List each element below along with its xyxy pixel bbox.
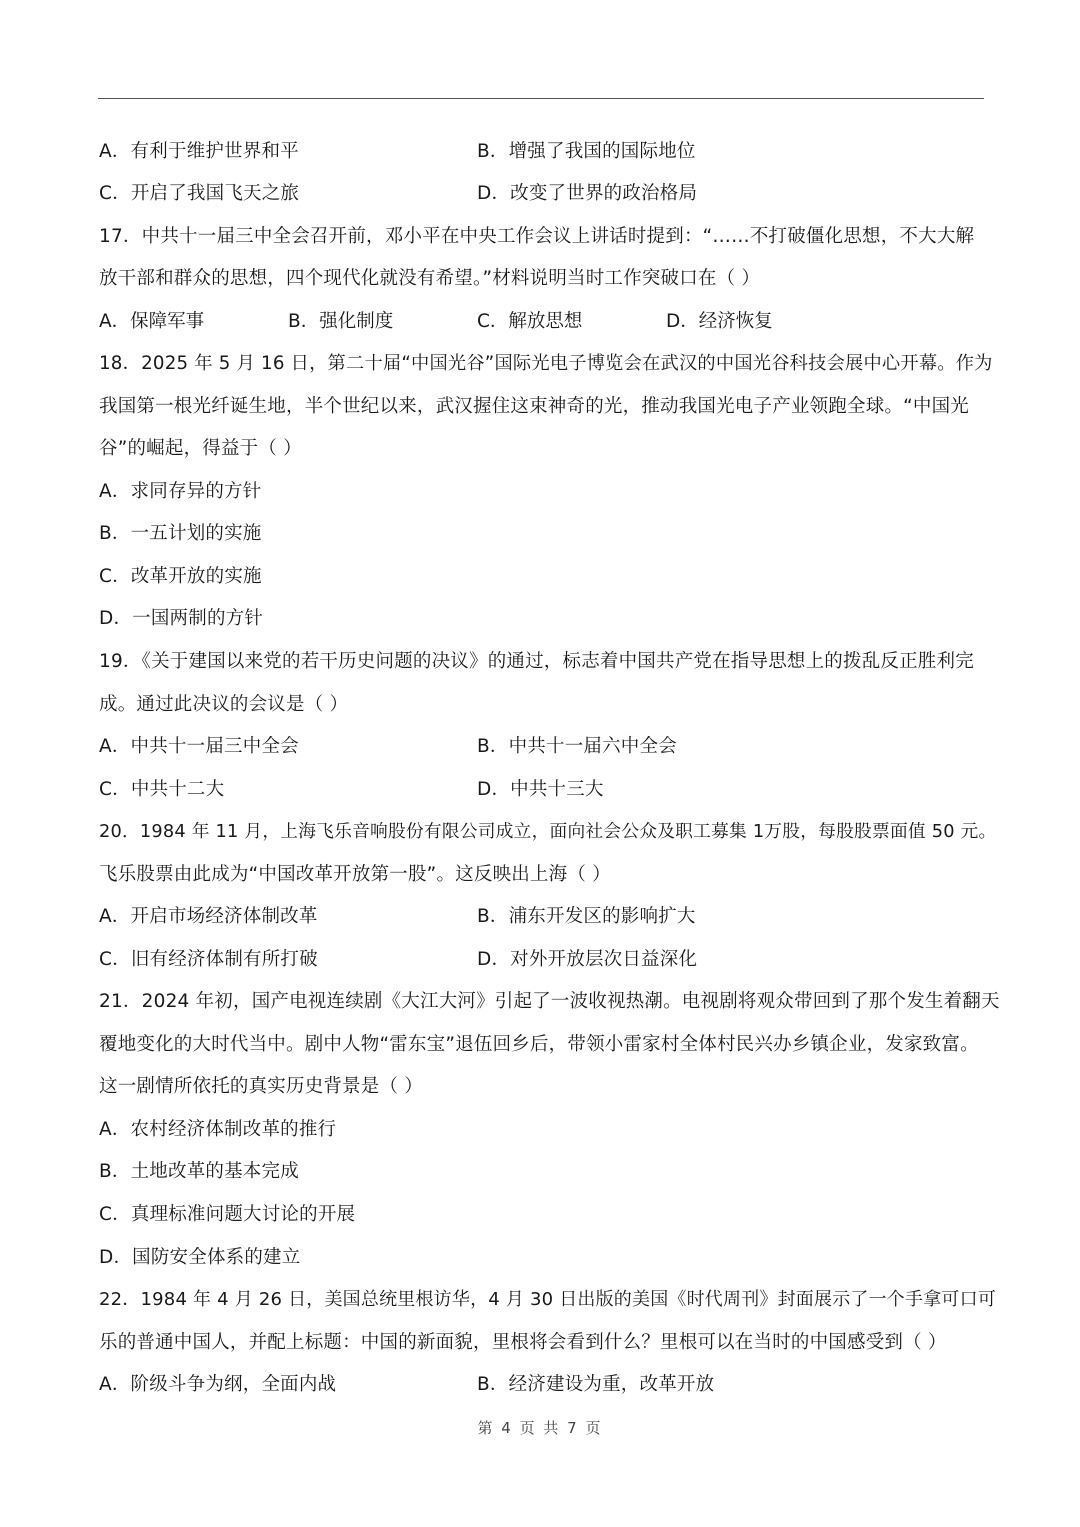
q21-option-b: B．土地改革的基本完成 (99, 1161, 299, 1182)
q16-option-a: A．有利于维护世界和平 (99, 141, 299, 162)
q16-option-d: D．改变了世界的政治格局 (477, 183, 698, 204)
q19-stem-line1: 19．《关于建国以来党的若干历史问题的决议》的通过，标志着中国共产党在指导思想上的拨乱反正胜利完 (99, 651, 974, 672)
q19-option-b: B．中共十一届六中全会 (477, 736, 677, 757)
q22-stem-line1: 22．1984 年 4 月 26 日，美国总统里根访华，4 月 30 日出版的美国《时代周刊》封面展示了一个手拿可口可 (99, 1289, 996, 1310)
q20-option-a: A．开启市场经济体制改革 (99, 906, 318, 927)
q20-option-d: D．对外开放层次日益深化 (477, 949, 698, 970)
q21-option-d: D．国防安全体系的建立 (99, 1247, 301, 1268)
page-number: 第 4 页 共 7 页 (477, 1419, 603, 1437)
q18-option-c: C．改革开放的实施 (99, 566, 262, 587)
q19-stem-line2: 成。通过此决议的会议是（ ） (99, 694, 349, 715)
q21-option-a: A．农村经济体制改革的推行 (99, 1119, 337, 1140)
q22-stem-line2: 乐的普通中国人，并配上标题：中国的新面貌，里根将会看到什么？里根可以在当时的中国感受到（ ） (99, 1332, 947, 1353)
header-divider (98, 98, 984, 99)
q17-stem-line1: 17．中共十一届三中全会召开前，邓小平在中央工作会议上讲话时提到：“……不打破僵化思想，不大大解 (99, 226, 975, 247)
q17-stem-line2: 放干部和群众的思想，四个现代化就没有希望。”材料说明当时工作突破口在（ ） (99, 268, 761, 289)
q20-stem-line1: 20．1984 年 11 月，上海飞乐音响股份有限公司成立，面向社会公众及职工募集 1万股，每股股票面值 50 元。 (99, 822, 997, 842)
q22-option-a: A．阶级斗争为纲，全面内战 (99, 1374, 337, 1395)
q21-stem-line3: 这一剧情所依托的真实历史背景是（ ） (99, 1076, 423, 1097)
q18-stem-line2: 我国第一根光纤诞生地，半个世纪以来，武汉握住这束神奇的光，推动我国光电子产业领跑全球。“中国光 (99, 396, 969, 417)
q17-option-c: C．解放思想 (477, 311, 583, 332)
q21-option-c: C．真理标准问题大讨论的开展 (99, 1204, 356, 1225)
q16-option-b: B．增强了我国的国际地位 (477, 141, 696, 162)
q18-stem-line3: 谷”的崛起，得益于（ ） (99, 438, 302, 459)
q17-option-a: A．保障军事 (99, 311, 205, 332)
q18-option-a: A．求同存异的方针 (99, 481, 262, 502)
q18-option-d: D．一国两制的方针 (99, 608, 264, 629)
q16-option-c: C．开启了我国飞天之旅 (99, 183, 300, 204)
q19-option-c: C．中共十二大 (99, 779, 225, 800)
q21-stem-line2: 覆地变化的大时代当中。剧中人物“雷东宝”退伍回乡后，带领小雷家村全体村民兴办乡镇企业，发家致富。 (99, 1034, 979, 1055)
q20-option-c: C．旧有经济体制有所打破 (99, 949, 318, 970)
q20-option-b: B．浦东开发区的影响扩大 (477, 906, 696, 927)
q20-stem-line2: 飞乐股票由此成为“中国改革开放第一股”。这反映出上海（ ） (99, 864, 611, 885)
q18-stem-line1: 18．2025 年 5 月 16 日，第二十届“中国光谷”国际光电子博览会在武汉的中国光谷科技会展中心开幕。作为 (99, 353, 993, 374)
q17-option-d: D．经济恢复 (666, 311, 773, 332)
q18-option-b: B．一五计划的实施 (99, 523, 262, 544)
q17-option-b: B．强化制度 (288, 311, 394, 332)
q22-option-b: B．经济建设为重，改革开放 (477, 1374, 715, 1395)
q19-option-a: A．中共十一届三中全会 (99, 736, 299, 757)
q21-stem-line1: 21．2024 年初，国产电视连续剧《大江大河》引起了一波收视热潮。电视剧将观众带回到了那个发生着翻天 (99, 991, 1000, 1012)
q19-option-d: D．中共十三大 (477, 779, 604, 800)
